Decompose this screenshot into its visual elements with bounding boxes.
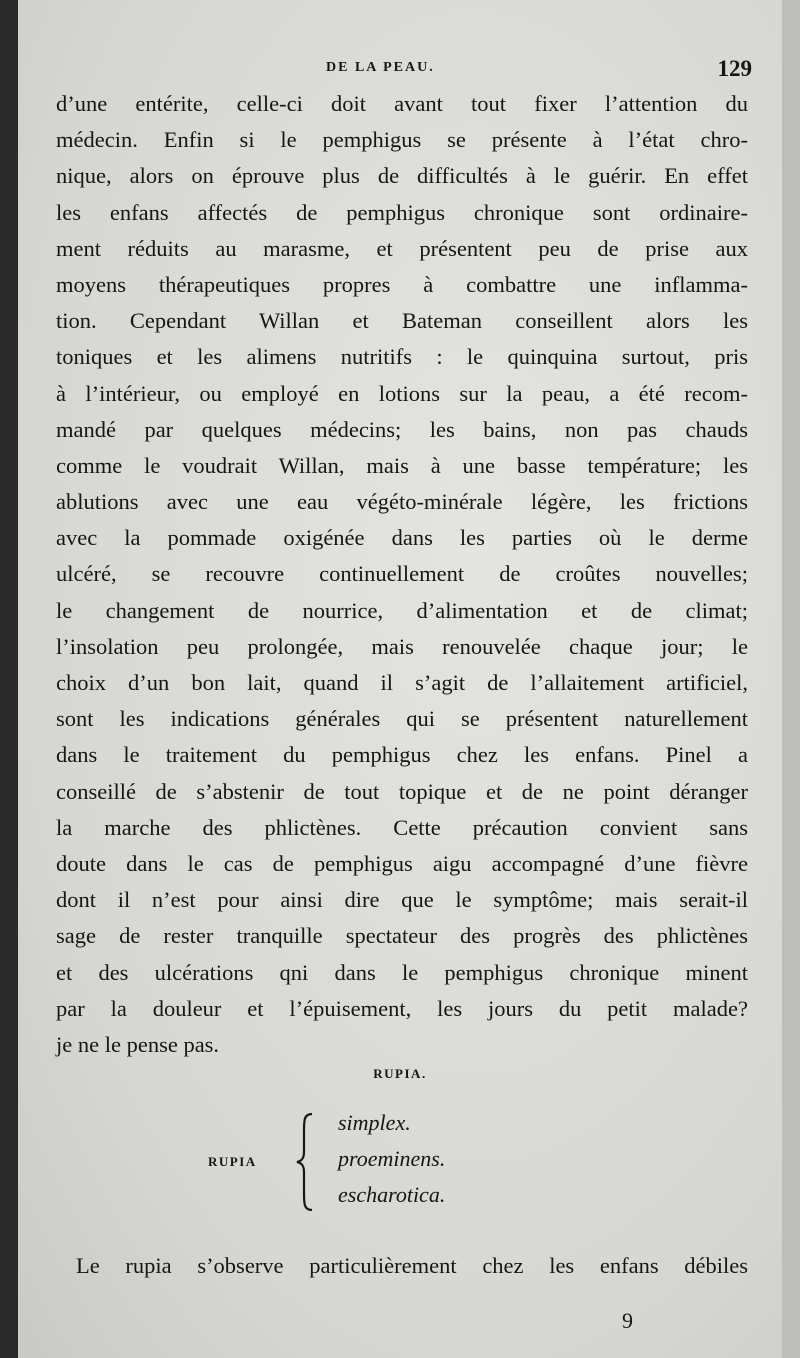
text-line: dont il n’est pour ainsi dire que le symptôme; mais serait-il xyxy=(56,887,748,913)
page-edge-shadow xyxy=(782,0,800,1358)
text-line: ablutions avec une eau végéto-minérale légère, les frictions xyxy=(56,489,748,515)
section-heading: RUPIA. xyxy=(373,1066,427,1081)
text-line: avec la pommade oxigénée dans les parties où le derme xyxy=(56,525,748,551)
text-line: tion. Cependant Willan et Bateman conseillent alors les xyxy=(56,308,748,334)
page-number: 129 xyxy=(717,56,752,81)
text-line: les enfans affectés de pemphigus chronique sont ordinaire- xyxy=(56,199,748,225)
closing-text-line: Le rupia s’observe particulièrement chez les enfans débiles xyxy=(76,1253,748,1278)
text-line: nique, alors on éprouve plus de difficultés à le guérir. En effet xyxy=(56,163,748,189)
text-line: je ne le pense pas. xyxy=(56,1031,220,1057)
book-page xyxy=(18,0,782,1358)
text-line: conseillé de s’abstenir de tout topique et de ne point déranger xyxy=(56,778,748,804)
text-line: dans le traitement du pemphigus chez les enfans. Pinel a xyxy=(56,742,748,768)
variety-item: escharotica. xyxy=(338,1182,446,1207)
text-line: et des ulcérations qni dans le pemphigus chronique minent xyxy=(56,959,748,985)
text-line: comme le voudrait Willan, mais à une basse température; les xyxy=(56,452,748,478)
text-line: par la douleur et l’épuisement, les jours du petit malade? xyxy=(56,995,748,1021)
body-paragraph xyxy=(56,86,748,1063)
text-line: ulcéré, se recouvre continuellement de croûtes nouvelles; xyxy=(56,561,748,587)
text-line: à l’intérieur, ou employé en lotions sur la peau, a été recom- xyxy=(56,380,748,406)
text-line: toniques et les alimens nutritifs : le quinquina surtout, pris xyxy=(56,344,748,370)
text-line: mandé par quelques médecins; les bains, non pas chauds xyxy=(56,416,748,442)
classification-label: RUPIA xyxy=(208,1154,257,1169)
variety-item: proeminens. xyxy=(338,1146,446,1171)
text-line: le changement de nourrice, d’alimentation et de climat; xyxy=(56,597,748,623)
classification-table xyxy=(18,1110,782,1220)
signature-mark: 9 xyxy=(622,1308,633,1333)
text-line: ment réduits au marasme, et présentent peu de prise aux xyxy=(56,235,748,261)
text-line: moyens thérapeutiques propres à combattre une inflamma- xyxy=(56,271,748,297)
text-line: sage de rester tranquille spectateur des progrès des phlictènes xyxy=(56,923,748,949)
text-line: médecin. Enfin si le pemphigus se présente à l’état chro- xyxy=(56,127,748,153)
running-head-title: DE LA PEAU. xyxy=(326,60,435,75)
variety-item: simplex. xyxy=(338,1110,411,1135)
text-line: sont les indications générales qui se présentent naturellement xyxy=(56,706,748,732)
running-head xyxy=(18,56,782,86)
curly-brace-icon xyxy=(294,1112,316,1212)
text-line: choix d’un bon lait, quand il s’agit de l’allaitement artificiel, xyxy=(56,670,748,695)
text-line: l’insolation peu prolongée, mais renouvelée chaque jour; le xyxy=(56,633,748,659)
text-line: la marche des phlictènes. Cette précaution convient sans xyxy=(56,814,748,840)
text-line: doute dans le cas de pemphigus aigu accompagné d’une fièvre xyxy=(56,850,748,876)
text-line: d’une entérite, celle-ci doit avant tout fixer l’attention du xyxy=(56,91,748,116)
